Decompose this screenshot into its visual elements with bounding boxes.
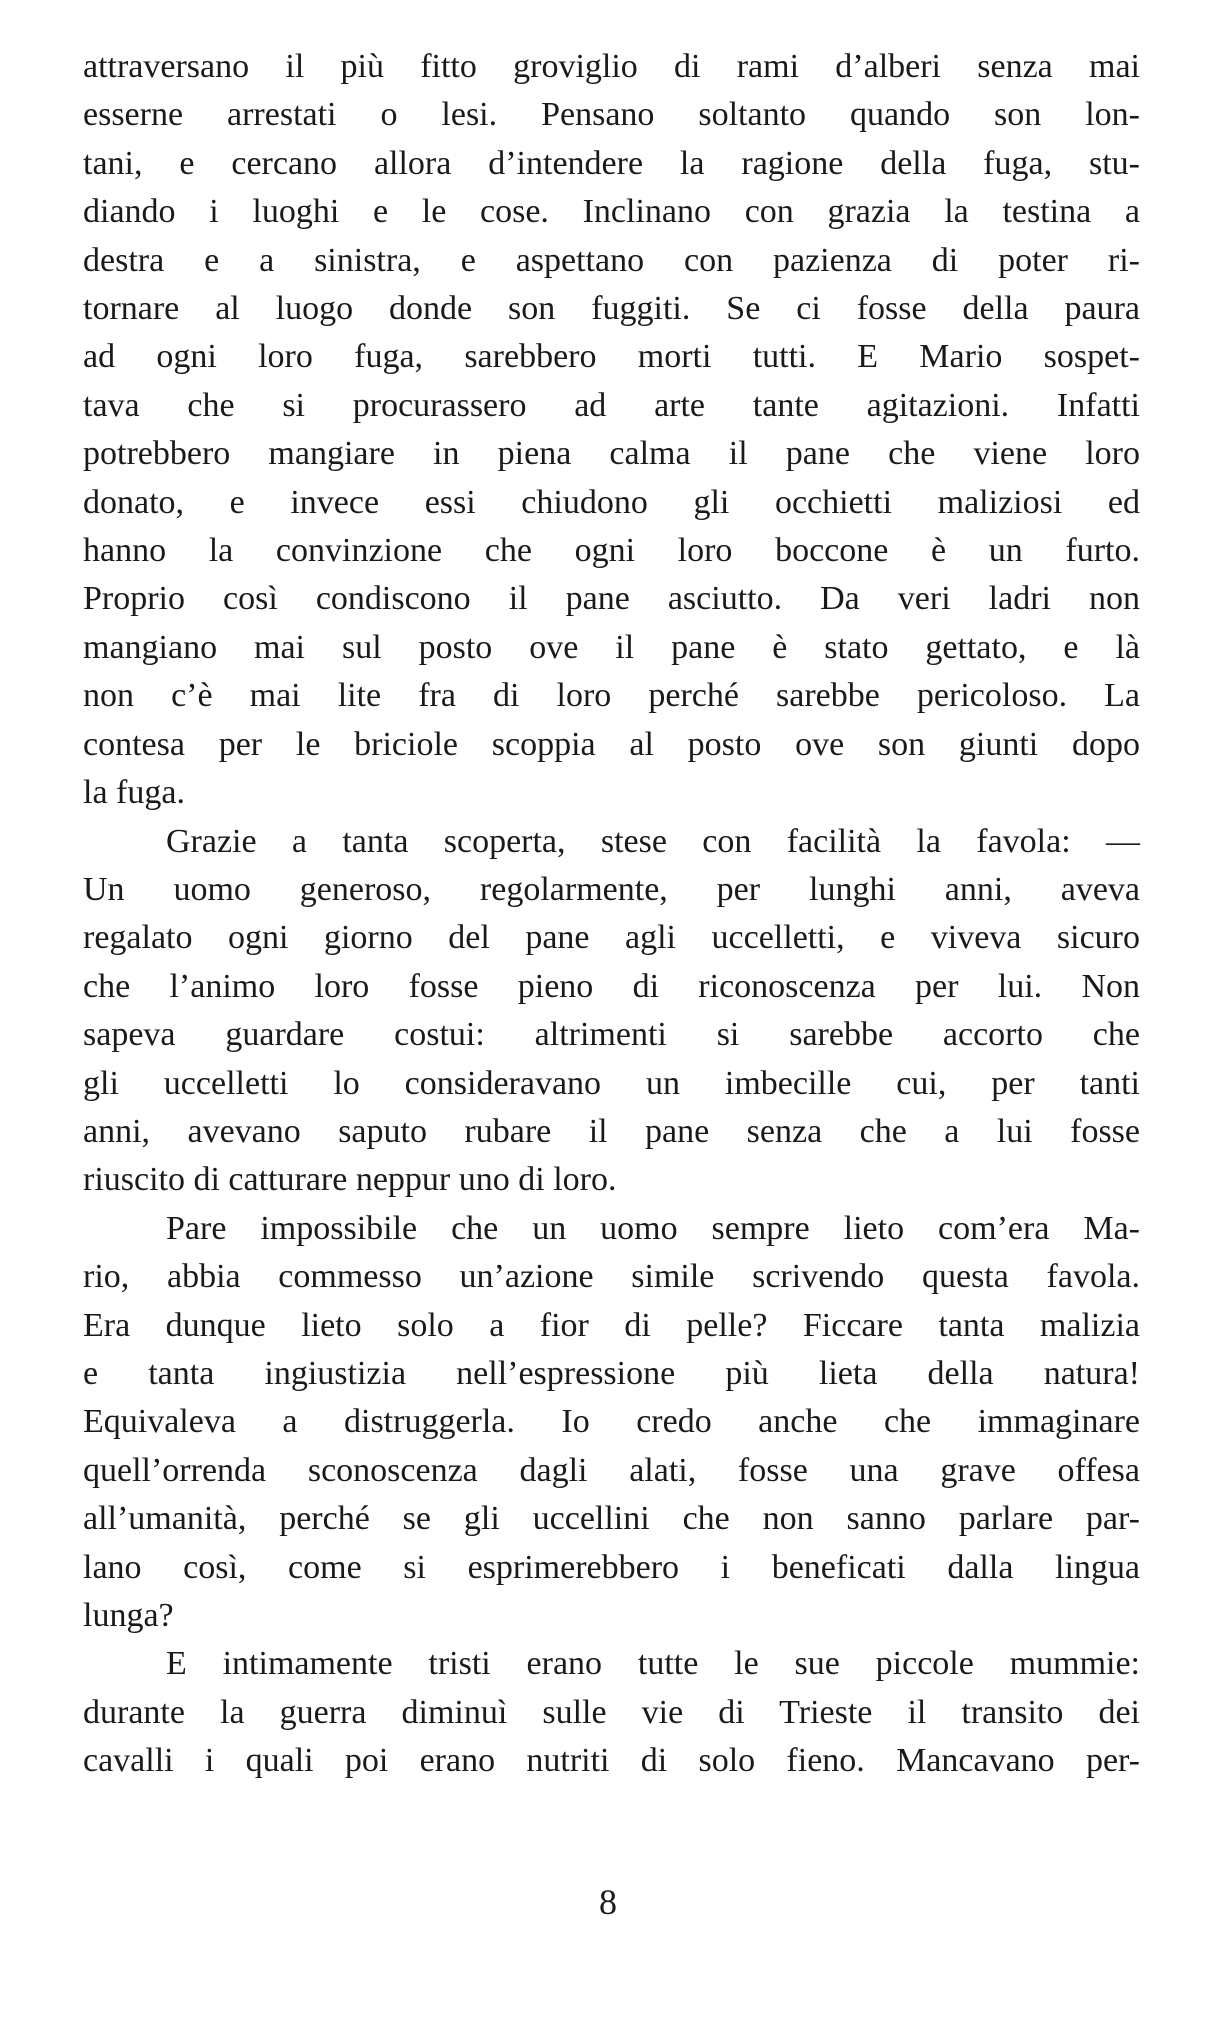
text-line: durante la guerra diminuì sulle vie di Trieste il transito dei [83, 1693, 1140, 1731]
text-line: Un uomo generoso, regolarmente, per lunghi anni, aveva [83, 870, 1140, 908]
text-line: gli uccelletti lo consideravano un imbecille cui, per tanti [83, 1064, 1140, 1102]
text-line: lano così, come si esprimerebbero i beneficati dalla lingua [83, 1548, 1140, 1586]
text-line: rio, abbia commesso un’azione simile scrivendo questa favola. [83, 1258, 1140, 1296]
page-number: 8 [599, 1882, 617, 1922]
text-line: Grazie a tanta scoperta, stese con facilità la favola: — [166, 822, 1140, 860]
text-line: diando i luoghi e le cose. Inclinano con grazia la testina a [83, 193, 1140, 231]
text-line: e tanta ingiustizia nell’espressione più lieta della natura! [83, 1354, 1140, 1392]
text-line: la fuga. [83, 774, 185, 812]
text-line: contesa per le briciole scoppia al posto ove son giunti dopo [83, 725, 1140, 763]
text-line: attraversano il più fitto groviglio di rami d’alberi senza mai [83, 48, 1140, 85]
text-line: quell’orrenda sconoscenza dagli alati, fosse una grave offesa [83, 1451, 1140, 1489]
text-line: tornare al luogo donde son fuggiti. Se ci fosse della paura [83, 290, 1140, 328]
text-line: cavalli i quali poi erano nutriti di solo fieno. Mancavano per- [83, 1742, 1140, 1780]
text-line: Pare impossibile che un uomo sempre lieto com’era Ma- [166, 1209, 1140, 1247]
text-line: Equivaleva a distruggerla. Io credo anche che immaginare [83, 1403, 1140, 1441]
text-line: anni, avevano saputo rubare il pane senza che a lui fosse [83, 1112, 1140, 1150]
text-line: donato, e invece essi chiudono gli occhietti maliziosi ed [83, 483, 1140, 521]
text-line: riuscito di catturare neppur uno di loro. [83, 1161, 617, 1199]
text-line: all’umanità, perché se gli uccellini che non sanno parlare par- [83, 1500, 1140, 1538]
text-line: potrebbero mangiare in piena calma il pane che viene loro [83, 435, 1140, 473]
text-line: che l’animo loro fosse pieno di riconoscenza per lui. Non [83, 967, 1140, 1005]
text-line: regalato ogni giorno del pane agli uccelletti, e viveva sicuro [83, 919, 1140, 957]
text-line: lunga? [83, 1597, 174, 1634]
body-text [83, 43, 1140, 1786]
text-line: esserne arrestati o lesi. Pensano soltanto quando son lon- [83, 96, 1140, 134]
text-line: Era dunque lieto solo a fior di pelle? Ficcare tanta malizia [83, 1306, 1140, 1344]
text-line: E intimamente tristi erano tutte le sue piccole mummie: [166, 1645, 1140, 1683]
text-line: non c’è mai lite fra di loro perché sarebbe pericoloso. La [83, 677, 1140, 715]
text-line: sapeva guardare costui: altrimenti si sarebbe accorto che [83, 1016, 1140, 1054]
text-line: Proprio così condiscono il pane asciutto. Da veri ladri non [83, 580, 1140, 618]
text-line: tani, e cercano allora d’intendere la ragione della fuga, stu- [83, 144, 1140, 182]
text-line: destra e a sinistra, e aspettano con pazienza di poter ri- [83, 241, 1140, 279]
text-line: hanno la convinzione che ogni loro boccone è un furto. [83, 532, 1140, 570]
text-line: tava che si procurassero ad arte tante agitazioni. Infatti [83, 386, 1140, 424]
text-line: mangiano mai sul posto ove il pane è stato gettato, e là [83, 628, 1140, 666]
text-line: ad ogni loro fuga, sarebbero morti tutti. E Mario sospet- [83, 338, 1140, 376]
